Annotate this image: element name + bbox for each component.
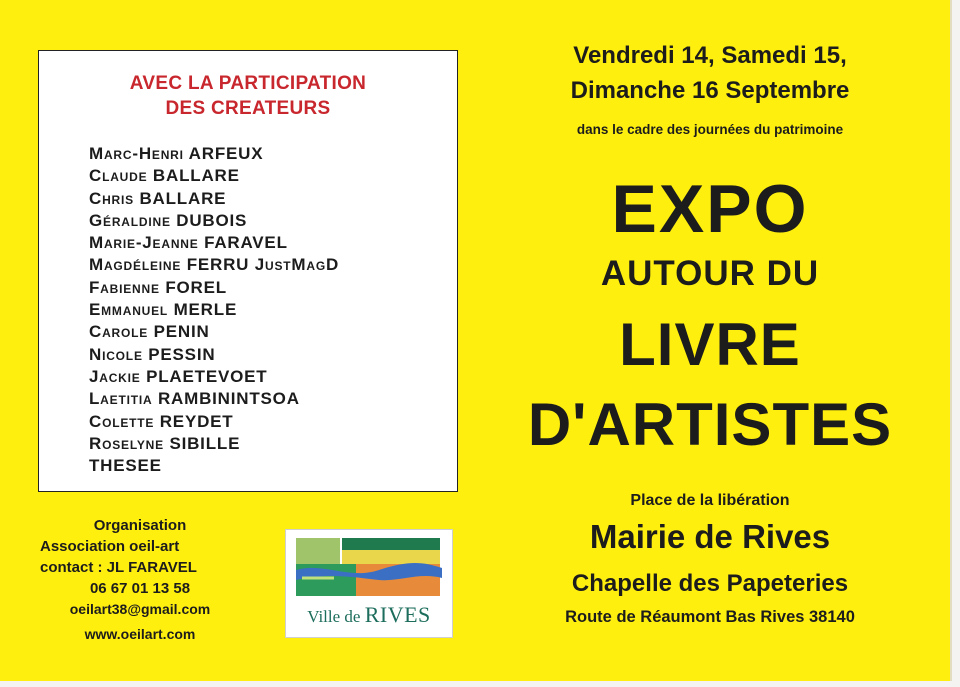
artist-name: Chris BALLARE bbox=[89, 188, 227, 208]
event-dates-line2: Dimanche 16 Septembre bbox=[570, 77, 850, 104]
event-chapel: Chapelle des Papeteries bbox=[571, 570, 849, 597]
organisation-phone: 06 67 01 13 58 bbox=[89, 580, 191, 597]
logo-caption bbox=[286, 602, 452, 628]
participants-heading-line1: AVEC LA PARTICIPATION bbox=[129, 73, 367, 94]
event-title-artistes: D'ARTISTES bbox=[527, 391, 893, 458]
event-place: Place de la libération bbox=[630, 492, 790, 509]
organisation-contact: contact : JL FARAVEL bbox=[40, 559, 197, 576]
artist-name: Roselyne SIBILLE bbox=[89, 433, 241, 453]
participants-panel bbox=[38, 50, 458, 492]
event-title-expo: EXPO bbox=[611, 171, 809, 247]
organisation-title: Organisation bbox=[93, 517, 187, 534]
logo-town-name: RIVES bbox=[364, 602, 431, 627]
artist-name: Laetitia RAMBININTSOA bbox=[89, 389, 300, 409]
event-title-livre: LIVRE bbox=[619, 311, 801, 378]
organisation-website[interactable]: www.oeilart.com bbox=[84, 626, 196, 642]
logo-prefix: Ville de bbox=[307, 607, 365, 626]
artist-name: Marc-Henri ARFEUX bbox=[89, 144, 264, 163]
artist-name: Nicole PESSIN bbox=[89, 344, 216, 364]
event-address: Route de Réaumont Bas Rives 38140 bbox=[565, 608, 855, 626]
artist-name: Emmanuel MERLE bbox=[89, 300, 238, 320]
organisation-block bbox=[36, 515, 244, 645]
ville-de-rives-logo bbox=[285, 529, 453, 638]
artist-name: Claude BALLARE bbox=[89, 166, 240, 186]
event-dates-line1: Vendredi 14, Samedi 15, bbox=[573, 42, 847, 69]
artist-name: Fabienne FOREL bbox=[89, 277, 227, 297]
event-dates bbox=[470, 38, 950, 108]
participants-heading-line2: DES CREATEURS bbox=[165, 98, 331, 119]
artist-name: Marie-Jeanne FARAVEL bbox=[89, 233, 288, 253]
artist-list bbox=[89, 143, 339, 477]
event-context: dans le cadre des journées du patrimoine bbox=[576, 122, 844, 137]
artist-name: Carole PENIN bbox=[89, 322, 210, 342]
participants-heading bbox=[39, 71, 457, 121]
event-venue: Mairie de Rives bbox=[589, 518, 831, 555]
organisation-email[interactable]: oeilart38@gmail.com bbox=[69, 601, 211, 617]
artist-name: Jackie PLAETEVOET bbox=[89, 366, 268, 386]
artist-name: Magdéleine FERRU JustMagD bbox=[89, 255, 340, 275]
artist-name: THESEE bbox=[89, 456, 162, 476]
organisation-association: Association oeil-art bbox=[40, 538, 180, 555]
event-title-autour: AUTOUR DU bbox=[600, 254, 820, 293]
artist-name: Colette REYDET bbox=[89, 411, 234, 431]
artist-name: Géraldine DUBOIS bbox=[89, 210, 248, 230]
rives-landscape-icon bbox=[294, 536, 444, 598]
